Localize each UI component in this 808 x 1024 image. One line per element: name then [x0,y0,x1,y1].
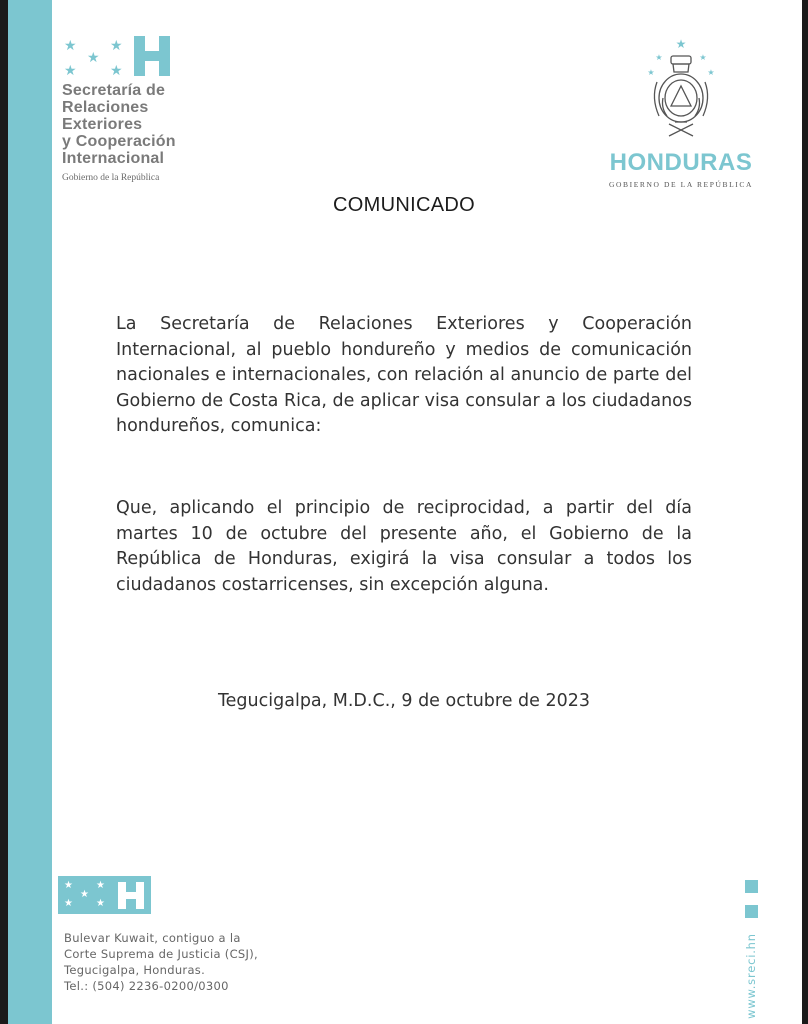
address-line: Bulevar Kuwait, contiguo a la [64,931,241,945]
svg-text:★: ★ [707,68,715,77]
svg-text:★: ★ [699,53,707,62]
svg-text:★: ★ [655,53,663,62]
address-line: Corte Suprema de Justicia (CSJ), [64,947,258,961]
footer-address [64,930,258,994]
paragraph-announcement: Que, aplicando el principio de reciprocidad, a partir del día martes 10 de octubre del presente año, el Gobierno de la República de Honduras, exigirá la visa consular a todos los ciudadanos costarricenses, sin excepción alguna. [116,498,692,595]
star-icon: ★ [64,62,77,78]
website-text: www.sreci.hn [744,933,758,1019]
star-icon: ★ [64,37,77,53]
star-icon: ★ [96,880,105,891]
ministry-subtitle: Gobierno de la República [62,173,160,183]
decorative-square [745,880,758,893]
star-icon: ★ [64,880,73,891]
ministry-name-line: Secretaría de [62,82,166,99]
right-frame-border [802,0,808,1024]
ministry-name-line: Relaciones [62,99,149,116]
star-icon: ★ [110,62,123,78]
country-name: HONDURAS [609,149,753,176]
coat-of-arms-icon [641,36,721,144]
document-title: COMUNICADO [333,194,475,216]
ministry-name [62,82,232,167]
decorative-square [745,905,758,918]
ministry-logo-mark [62,36,232,80]
phone-line: Tel.: (504) 2236-0200/0300 [64,979,229,993]
ministry-name-line: y Cooperación [62,133,176,150]
svg-text:★: ★ [675,37,687,51]
h-logo-icon [134,36,170,76]
svg-text:★: ★ [647,68,655,77]
ministry-logo [62,36,232,183]
left-accent-stripe [8,0,52,1024]
star-icon: ★ [96,898,105,909]
ministry-name-line: Internacional [62,150,165,167]
star-icon: ★ [80,889,89,900]
star-icon: ★ [110,37,123,53]
star-icon: ★ [64,898,73,909]
ministry-name-line: Exteriores [62,116,143,133]
footer-logo [58,876,151,914]
place-and-date: Tegucigalpa, M.D.C., 9 de octubre de 2023 [217,691,591,711]
address-line: Tegucigalpa, Honduras. [64,963,206,977]
star-icon: ★ [87,49,100,65]
country-subtitle: GOBIERNO DE LA REPÚBLICA [608,180,754,189]
honduras-logo [600,36,762,189]
website-link[interactable] [744,935,758,1017]
h-logo-icon [118,882,144,909]
paragraph-intro: La Secretaría de Relaciones Exteriores y Cooperación Internacional, al pueblo hondureño y medios de comunicación nacionales e internacionales, con relación al anuncio de parte del Gobierno de Costa Rica, de aplicar visa consular a los ciudadanos hondureños, comunica: [116,314,692,436]
left-frame-border [0,0,8,1024]
